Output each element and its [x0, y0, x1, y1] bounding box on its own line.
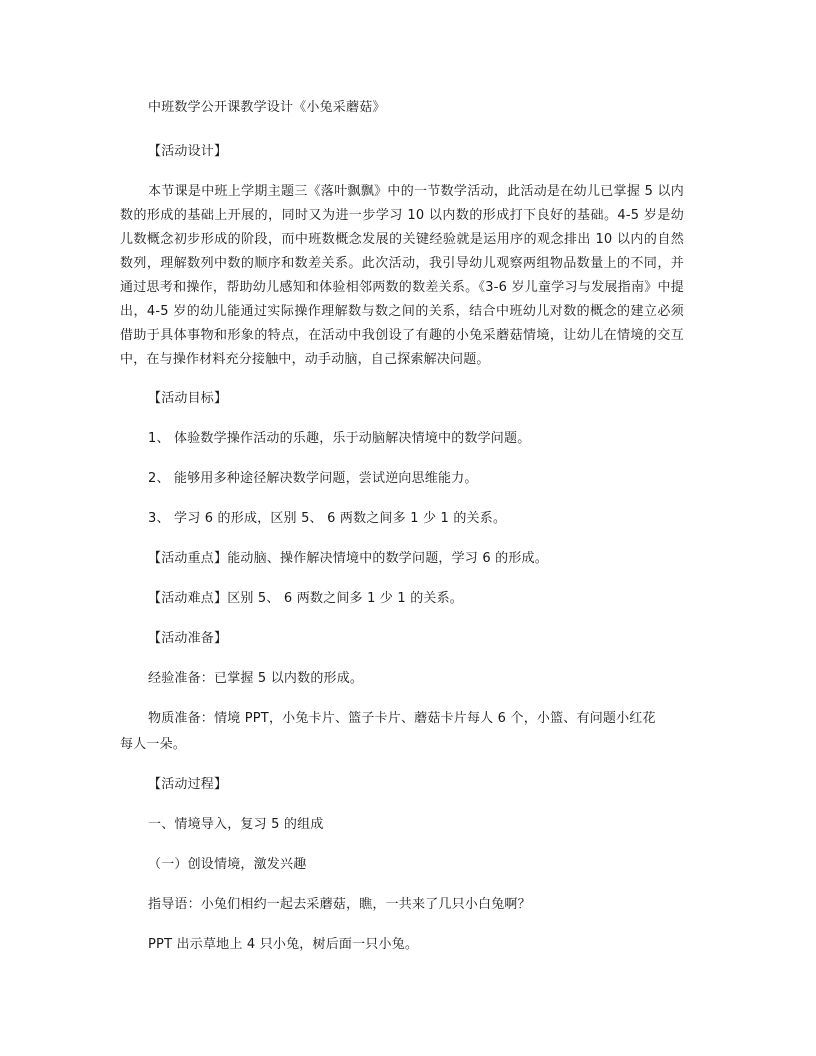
prep-material-line-1: 物质准备：情境 PPT，小兔卡片、篮子卡片、蘑菇卡片每人 6 个，小篮、有问题小红花 — [148, 711, 656, 726]
difficulty-text: 【活动难点】区别 5、 6 两数之间多 1 少 1 的关系。 — [148, 591, 464, 606]
design-paragraph: 本节课是中班上学期主题三《落叶飘飘》中的一节数学活动，此活动是在幼儿已掌握 5 以内数的形成的基础上开展的，同时又为进一步学习 10 以内数的形成打下良好的基础。4-5 岁是幼儿数概念初步形成的阶段，而中班数概念发展的关键经验就是运用序的观念排出 10 以内的自然数列，理解数列中数的顺序和数差关系。此次活动，我引导幼儿观察两组物品数量上的不同，并通过思考和操作，帮助幼儿感知和体验相邻两数的数差关系。《3-6 岁儿童学习与发展指南》中提出，4-5 岁的幼儿能通过实际操作理解数与数之间的关系，结合中班幼儿对数的概念的建立必须借助于具体事物和形象的特点，在活动中我创设了有趣的小兔采蘑菇情境，让幼儿在情境的交互中，在与操作材料充分接触中，动手动脑，自己探索解决问题。 — [120, 184, 684, 367]
document-title: 中班数学公开课教学设计《小兔采蘑菇》 — [148, 100, 386, 115]
section-heading-goals: 【活动目标】 — [148, 391, 228, 406]
section-heading-prep: 【活动准备】 — [148, 631, 228, 646]
section-heading-design: 【活动设计】 — [148, 144, 228, 159]
goal-item-1: 1、 体验数学操作活动的乐趣，乐于动脑解决情境中的数学问题。 — [148, 431, 531, 446]
process-step-1: 一、情境导入，复习 5 的组成 — [148, 817, 324, 832]
prep-material-line-2: 每人一朵。 — [120, 737, 187, 752]
section-heading-process: 【活动过程】 — [148, 777, 228, 792]
goal-item-3: 3、 学习 6 的形成，区别 5、 6 两数之间多 1 少 1 的关系。 — [148, 511, 507, 526]
goal-item-2: 2、 能够用多种途径解决数学问题，尝试逆向思维能力。 — [148, 471, 478, 486]
ppt-text: PPT 出示草地上 4 只小兔，树后面一只小兔。 — [148, 937, 419, 952]
prep-experience-text: 经验准备：已掌握 5 以内数的形成。 — [148, 671, 364, 686]
key-point-text: 【活动重点】能动脑、操作解决情境中的数学问题，学习 6 的形成。 — [148, 551, 548, 566]
process-step-1-1: （一）创设情境，激发兴趣 — [148, 857, 307, 872]
guide-text: 指导语：小兔们相约一起去采蘑菇，瞧，一共来了几只小白兔啊？ — [148, 897, 531, 912]
